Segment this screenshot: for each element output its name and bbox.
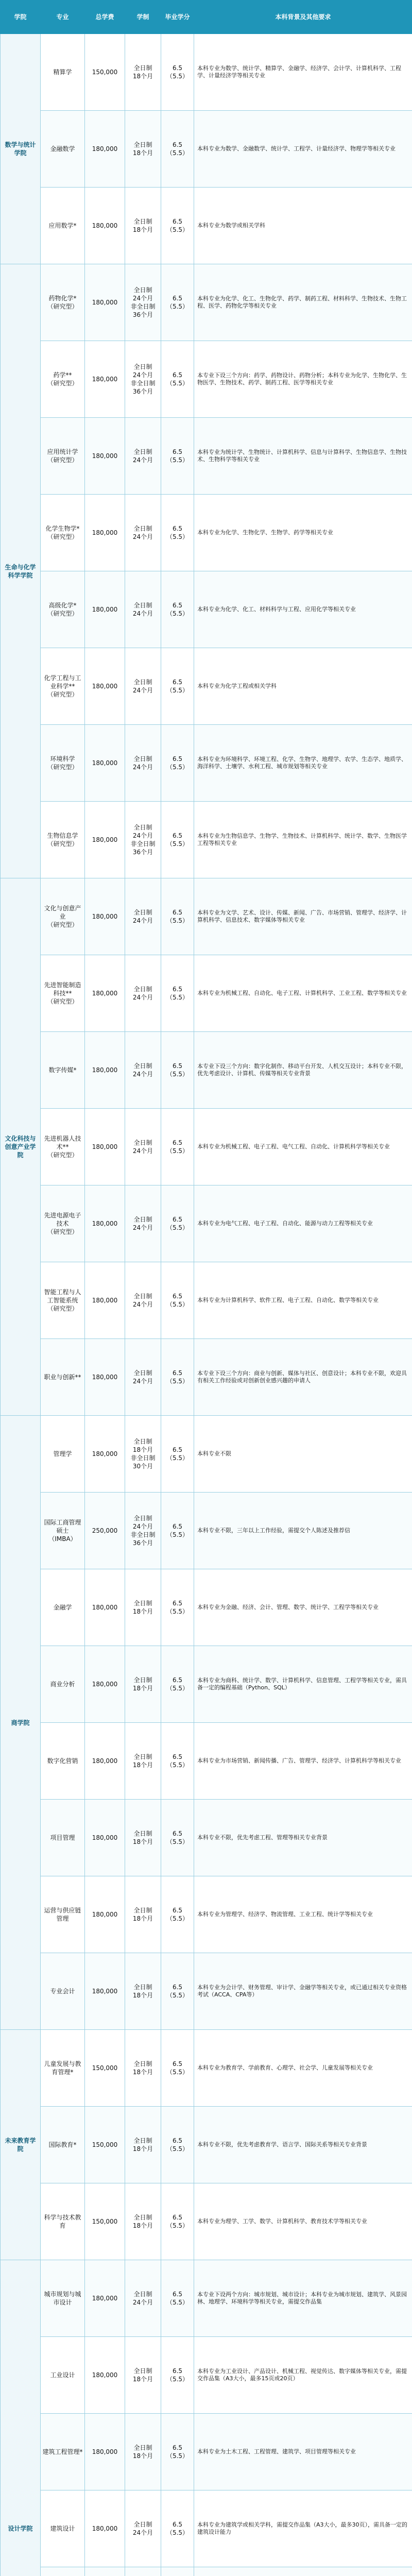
table-row [1,1800,412,1876]
requirement-cell: 本科专业为数学或相关学科 [194,188,412,264]
requirement-cell: 本科专业不限，优先考虑教育学、语言学、国际关系等相关专业背景 [194,2107,412,2183]
program-cell: 数字化营销 [41,1723,85,1800]
program-cell: 环境科学 （研究型） [41,725,85,802]
tuition-cell: 180,000 [85,725,125,802]
credits-cell: 6.5 （5.5） [161,648,194,725]
credits-cell: 6.5 （5.5） [161,34,194,111]
mode-cell: 全日制 24个月 非全日制 36个月 [125,802,161,878]
credits-cell: 6.5 （5.5） [161,1493,194,1569]
mode-cell: 全日制 18个月 [125,111,161,188]
table-row [1,2567,412,2576]
mode-cell: 全日制 18个月 [125,2337,161,2414]
credits-cell: 6.5 （5.5） [161,2260,194,2337]
credits-cell: 6.5 （5.5） [161,725,194,802]
table-row [1,2337,412,2414]
header-tuition: 总学费 [85,1,125,34]
credits-cell: 6.5 （5.5） [161,1416,194,1493]
requirement-cell: 本科专业为统计学、生物统计、计算机科学、信息与计算科学、生物信息学、生物技术、生物科学等相关专业 [194,418,412,495]
table-row [1,1109,412,1185]
mode-cell: 全日制 18个月 [125,1953,161,2030]
program-cell: 职业与创新** [41,1339,85,1416]
program-cell: 先进电源电子技术 （研究型） [41,1185,85,1262]
credits-cell: 6.5 （5.5） [161,2414,194,2490]
mode-cell: 全日制 18个月 [125,1876,161,1953]
program-cell: 国际工商管理硕士 （IMBA） [41,1493,85,1569]
requirement-cell: 本科专业为管理学、经济学、物流管理、工业工程、统计学等相关专业 [194,1876,412,1953]
program-cell: 科学与技术教育 [41,2183,85,2260]
mode-cell: 全日制 18个月 [125,1800,161,1876]
mode-cell: 全日制 24个月 [125,1109,161,1185]
program-cell: 精算学 [41,34,85,111]
program-cell: 国际教育* [41,2107,85,2183]
tuition-cell: 180,000 [85,2490,125,2567]
requirement-cell: 本科专业为化学、化工、材料科学与工程、应用化学等相关专业 [194,571,412,648]
mode-cell: 全日制 24个月 [125,1185,161,1262]
program-cell: 先进机器人技术** （研究型） [41,1109,85,1185]
school-cell: 未来教育学院 [1,2030,41,2260]
mode-cell: 全日制 24个月 非全日制 36个月 [125,1493,161,1569]
table-row [1,418,412,495]
tuition-cell: 180,000 [85,802,125,878]
requirement-cell: 本科专业为化学、化工、生物化学、药学、制药工程、材料科学、生物技术、生物工程、医学、药物化学等相关专业 [194,264,412,341]
school-cell: 生命与化学科学学院 [1,264,41,878]
credits-cell: 6.5 （5.5） [161,955,194,1032]
mode-cell: 全日制 18个月 [125,2183,161,2260]
tuition-cell: 180,000 [85,111,125,188]
tuition-cell: 180,000 [85,1416,125,1493]
credits-cell: 6.5 （5.5） [161,1109,194,1185]
mode-cell: 全日制 18个月 [125,34,161,111]
table-row [1,725,412,802]
program-cell: 生物信息学 （研究型） [41,802,85,878]
mode-cell: 全日制 24个月 非全日制 36个月 [125,341,161,418]
requirement-cell: 本科专业为环境科学、环境工程、化学、生物学、地理学、农学、生态学、地质学、海洋科学、土壤学、水利工程、城市规划等相关专业 [194,725,412,802]
credits-cell: 6.5 （5.5） [161,878,194,955]
table-row [1,2490,412,2567]
tuition-cell: 180,000 [85,264,125,341]
mode-cell: 全日制 24个月 [125,648,161,725]
requirement-cell: 本科专业不限，优先考虑工程、管理等相关专业背景 [194,1800,412,1876]
table-row [1,955,412,1032]
mode-cell: 全日制 24个月 [125,1262,161,1339]
table-row [1,2030,412,2107]
table-row [1,1262,412,1339]
mode-cell: 全日制 18个月 [125,2414,161,2490]
mode-cell: 全日制 18个月 [125,1569,161,1646]
program-cell: 药物化学* （研究型） [41,264,85,341]
table-body [1,34,412,2576]
table-row [1,802,412,878]
table-row [1,2414,412,2490]
program-cell: 运营与供应链管理 [41,1876,85,1953]
mode-cell: 全日制 18个月 [125,1646,161,1723]
program-cell: 化学工程与工业科学** （研究型） [41,648,85,725]
program-cell: 化学生物学* （研究型） [41,495,85,571]
requirement-cell: 本科专业不限，三年以上工作经验，需提交个人陈述及推荐信 [194,1493,412,1569]
header-requirement: 本科背景及其他要求 [194,1,412,34]
tuition-cell: 180,000 [85,1723,125,1800]
tuition-cell [85,2567,125,2576]
tuition-cell: 180,000 [85,188,125,264]
mode-cell: 全日制 18个月 [125,1723,161,1800]
program-cell: 金融数学 [41,111,85,188]
mode-cell: 全日制 24个月 [125,495,161,571]
mode-cell: 全日制 24个月 [125,725,161,802]
credits-cell: 6.5 （5.5） [161,1262,194,1339]
school-cell: 商学院 [1,1416,41,2030]
requirement-cell: 本科专业为土木工程、工程管理、建筑学、项目管理等相关专业 [194,2414,412,2490]
requirement-cell: 本科专业为机械工程、自动化、电子工程、计算机科学、工业工程、数学等相关专业 [194,955,412,1032]
tuition-cell: 150,000 [85,2107,125,2183]
tuition-cell: 180,000 [85,955,125,1032]
table-row [1,1493,412,1569]
credits-cell: 6.5 （5.5） [161,264,194,341]
mode-cell: 全日制 24个月 [125,418,161,495]
mode-cell: 全日制 24个月 非全日制 36个月 [125,264,161,341]
program-cell: 商业分析 [41,1646,85,1723]
tuition-cell: 150,000 [85,34,125,111]
mode-cell: 全日制 24个月 [125,2260,161,2337]
tuition-cell: 180,000 [85,1800,125,1876]
table-row [1,1646,412,1723]
requirement-cell: 本专业下设三个方向：商业与创新、媒体与社区、创意设计；本科专业不限，欢迎具有相关工作经验或对创新创业感兴趣的申请人 [194,1339,412,1416]
requirement-cell: 本科专业为生物信息学、生物学、生物技术、计算机科学、统计学、数学、生物医学工程等相关专业 [194,802,412,878]
requirement-cell: 本专业下设两个方向：城市规划、城市设计；本科专业为城市规划、建筑学、风景园林、地理学、环境科学等相关专业，需提交作品集 [194,2260,412,2337]
tuition-cell: 180,000 [85,2414,125,2490]
credits-cell: 6.5 （5.5） [161,1800,194,1876]
table-row [1,878,412,955]
requirement-cell: 本科专业为会计学、财务管理、审计学、金融学等相关专业，或已通过相关专业资格考试（ACCA、CPA等） [194,1953,412,2030]
program-cell: 应用数学* [41,188,85,264]
requirement-cell: 本科专业为教育学、学前教育、心理学、社会学、儿童发展等相关专业 [194,2030,412,2107]
requirement-cell: 本专业下设三个方向：药学、药物设计、药物分析；本科专业为化学、生物化学、生物医学、生物技术、药学、制药工程、医学等相关专业 [194,341,412,418]
requirement-cell: 本科专业为建筑学或相关学科，需提交作品集（A3大小，最多30页），需具备一定的建筑设计能力 [194,2490,412,2567]
credits-cell: 6.5 （5.5） [161,1723,194,1800]
table-row [1,1339,412,1416]
credits-cell: 6.5 （5.5） [161,2490,194,2567]
credits-cell: 6.5 （5.5） [161,1339,194,1416]
table-row [1,1569,412,1646]
mode-cell [125,2567,161,2576]
credits-cell: 6.5 （5.5） [161,1032,194,1109]
credits-cell: 6.5 （5.5） [161,1646,194,1723]
table-row [1,1416,412,1493]
tuition-cell: 180,000 [85,1262,125,1339]
requirement-cell [194,2567,412,2576]
tuition-cell: 180,000 [85,418,125,495]
program-cell: 城市规划与城市设计 [41,2260,85,2337]
requirement-cell: 本科专业为理学、工学、数学、计算机科学、教育技术学等相关专业 [194,2183,412,2260]
credits-cell: 6.5 （5.5） [161,2337,194,2414]
credits-cell: 6.5 （5.5） [161,495,194,571]
header-credits: 毕业学分 [161,1,194,34]
table-row [1,648,412,725]
tuition-cell: 180,000 [85,2260,125,2337]
credits-cell: 6.5 （5.5） [161,2107,194,2183]
program-cell: 应用统计学 （研究型） [41,418,85,495]
credits-cell: 6.5 （5.5） [161,1569,194,1646]
requirement-cell: 本专业下设三个方向：数字化制作、移动平台开发、人机交互设计；本科专业不限，优先考虑设计、计算机、传媒等相关专业背景 [194,1032,412,1109]
table-row [1,1953,412,2030]
program-cell: 药学** （研究型） [41,341,85,418]
tuition-cell: 180,000 [85,1185,125,1262]
school-cell: 文化科技与创意产业学院 [1,878,41,1416]
credits-cell [161,2567,194,2576]
credits-cell: 6.5 （5.5） [161,188,194,264]
tuition-cell: 180,000 [85,878,125,955]
table-row [1,1185,412,1262]
requirement-cell: 本科专业为化学工程或相关学科 [194,648,412,725]
credits-cell: 6.5 （5.5） [161,418,194,495]
mode-cell: 全日制 24个月 [125,1339,161,1416]
table-row [1,264,412,341]
tuition-cell: 150,000 [85,2030,125,2107]
tuition-cell: 180,000 [85,1953,125,2030]
table-row [1,1032,412,1109]
tuition-cell: 180,000 [85,341,125,418]
mode-cell: 全日制 24个月 [125,1032,161,1109]
table-row [1,2183,412,2260]
school-cell: 设计学院 [1,2260,41,2576]
credits-cell: 6.5 （5.5） [161,1876,194,1953]
program-cell: 高级化学* （研究型） [41,571,85,648]
tuition-cell: 150,000 [85,2183,125,2260]
mode-cell: 全日制 24个月 [125,2490,161,2567]
program-cell: 建筑工程管理* [41,2414,85,2490]
requirement-cell: 本科专业为化学、生物化学、生物学、药学等相关专业 [194,495,412,571]
requirement-cell: 本科专业为工业设计、产品设计、机械工程、视觉传达、数字媒体等相关专业，需提交作品集（A3大小，最多15页或20页） [194,2337,412,2414]
credits-cell: 6.5 （5.5） [161,1185,194,1262]
mode-cell: 全日制 18个月 [125,188,161,264]
table-header-row [1,1,412,34]
credits-cell: 6.5 （5.5） [161,2030,194,2107]
mode-cell: 全日制 24个月 [125,571,161,648]
program-cell: 文化与创意产业 （研究型） [41,878,85,955]
header-mode: 学制 [125,1,161,34]
mode-cell: 全日制 24个月 [125,955,161,1032]
table-row [1,571,412,648]
table-row [1,111,412,188]
table-row [1,341,412,418]
table-row [1,1876,412,1953]
program-cell: 数字传媒* [41,1032,85,1109]
tuition-cell: 180,000 [85,571,125,648]
table-row [1,495,412,571]
program-cell: 建筑设计 [41,2490,85,2567]
requirement-cell: 本科专业为电气工程、电子工程、自动化、能源与动力工程等相关专业 [194,1185,412,1262]
program-cell: 项目管理 [41,1800,85,1876]
requirement-cell: 本科专业为数学、金融数学、统计学、工程学、计量经济学、物理学等相关专业 [194,111,412,188]
tuition-cell: 180,000 [85,1569,125,1646]
credits-cell: 6.5 （5.5） [161,2183,194,2260]
requirement-cell: 本科专业为金融、经济、会计、管理、数学、统计学、工程学等相关专业 [194,1569,412,1646]
tuition-cell: 180,000 [85,495,125,571]
program-cell: 儿童发展与教育管理* [41,2030,85,2107]
program-cell: 专业会计 [41,1953,85,2030]
requirement-cell: 本科专业为文学、艺术、设计、传媒、新闻、广告、市场营销、管理学、经济学、计算机科学、信息技术、数字媒体等相关专业 [194,878,412,955]
credits-cell: 6.5 （5.5） [161,802,194,878]
tuition-cell: 180,000 [85,648,125,725]
credits-cell: 6.5 （5.5） [161,1953,194,2030]
school-cell: 数学与统计学院 [1,34,41,264]
tuition-cell: 180,000 [85,1646,125,1723]
program-cell: 金融学 [41,1569,85,1646]
credits-cell: 6.5 （5.5） [161,341,194,418]
program-cell [41,2567,85,2576]
requirement-cell: 本科专业不限 [194,1416,412,1493]
header-school: 学院 [1,1,41,34]
program-cell: 管理学 [41,1416,85,1493]
table-row [1,188,412,264]
table-row [1,1723,412,1800]
mode-cell: 全日制 18个月 非全日制 30个月 [125,1416,161,1493]
table-row [1,2107,412,2183]
table-row [1,34,412,111]
program-cell: 工业设计 [41,2337,85,2414]
mode-cell: 全日制 18个月 [125,2107,161,2183]
program-cell: 智能工程与人工智能系统 （研究型） [41,1262,85,1339]
mode-cell: 全日制 24个月 [125,878,161,955]
requirement-cell: 本科专业为商科、统计学、数学、计算机科学、信息管理、工程学等相关专业，需具备一定的编程基础（Python、SQL） [194,1646,412,1723]
credits-cell: 6.5 （5.5） [161,111,194,188]
tuition-cell: 180,000 [85,1876,125,1953]
tuition-cell: 180,000 [85,1339,125,1416]
tuition-cell: 180,000 [85,1109,125,1185]
program-cell: 先进智能制造科技** （研究型） [41,955,85,1032]
tuition-cell: 180,000 [85,2337,125,2414]
requirement-cell: 本科专业为计算机科学、软件工程、电子工程、自动化、数学等相关专业 [194,1262,412,1339]
mode-cell: 全日制 18个月 [125,2030,161,2107]
requirement-cell: 本科专业为市场营销、新闻传播、广告、管理学、经济学、计算机科学等相关专业 [194,1723,412,1800]
tuition-cell: 250,000 [85,1493,125,1569]
credits-cell: 6.5 （5.5） [161,571,194,648]
header-program: 专业 [41,1,85,34]
requirement-cell: 本科专业为机械工程、电子工程、电气工程、自动化、计算机科学等相关专业 [194,1109,412,1185]
table-row [1,2260,412,2337]
tuition-cell: 180,000 [85,1032,125,1109]
requirement-cell: 本科专业为数学、统计学、精算学、金融学、经济学、会计学、计算机科学、工程学、计量经济学等相关专业 [194,34,412,111]
